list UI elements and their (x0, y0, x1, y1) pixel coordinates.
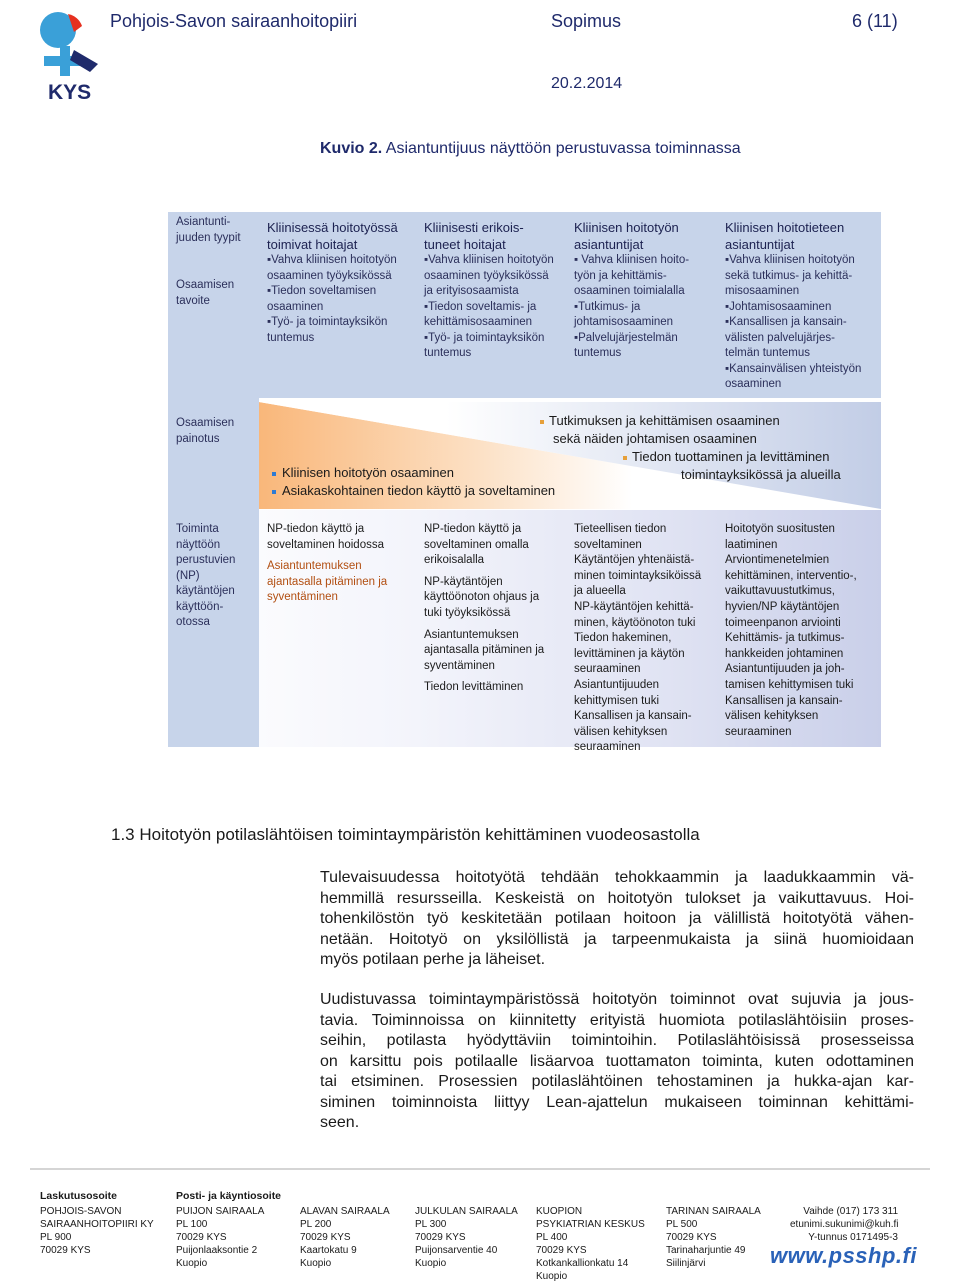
action-col-1 (267, 522, 419, 612)
footer-line: PL 100 (176, 1219, 208, 1230)
footer-tarina (666, 1190, 761, 1270)
document-type: Sopimus (551, 11, 622, 31)
footer-line: Vaihde (017) 173 311 (803, 1206, 898, 1217)
footer-puijo (176, 1190, 281, 1270)
paragraph-line: on karsittu pois potilaalle lisäarvoa tuottamaton toiminta, kuten odottaminen (320, 1052, 914, 1070)
column-line: osaaminen (267, 300, 324, 313)
action-line: Arviontimenetelmien (725, 554, 830, 567)
action-block (424, 522, 574, 569)
action-line: vaikuttavuustutkimus, (725, 585, 835, 598)
footer-line: Kuopio (536, 1271, 568, 1282)
label-line: juuden tyypit (176, 231, 241, 244)
action-line: välisen kehityksen (725, 710, 819, 723)
label-line: näyttöön (176, 538, 221, 551)
label-evidence-based-practice (176, 522, 260, 631)
column-line: osaaminen työyksikössä (267, 269, 392, 282)
footer-line: Kuopio (300, 1258, 332, 1269)
action-line: laatiminen (725, 538, 778, 551)
label-line: Asiantunti- (176, 216, 231, 228)
footer-line: etunimi.sukunimi@kuh.fi (790, 1219, 899, 1230)
action-block (424, 575, 574, 622)
action-line: hyvien/NP käytäntöjen (725, 600, 840, 613)
page-number: 6 (11) (852, 11, 898, 31)
expertise-col-3 (574, 219, 724, 362)
column-line: kehittämisosaaminen (424, 316, 533, 328)
action-col-2 (424, 522, 574, 702)
column-line: osaaminen (725, 378, 782, 390)
action-line: toimeenpanon arviointi (725, 616, 841, 629)
footer-psychiatry (536, 1190, 645, 1283)
action-block (574, 522, 724, 756)
footer-line: KUOPION (536, 1206, 583, 1217)
paragraph-line: tavia. Toiminnoissa on kiinnitetty erityistä huomiota potilaslähtöisiin proses- (320, 1011, 914, 1029)
action-line: erikoisalalla (424, 554, 485, 567)
column-line: tuntemus (424, 347, 472, 359)
footer-line: PSYKIATRIAN KESKUS (536, 1219, 645, 1230)
emphasis-clinical (272, 464, 454, 482)
label-line: Osaamisen (176, 417, 235, 429)
action-line: ajantasalla pitäminen ja (267, 575, 388, 588)
action-line: ajantasalla pitäminen ja (424, 644, 545, 657)
column-heading: asiantuntijat (574, 237, 644, 252)
footer-line: ALAVAN SAIRAALA (300, 1206, 390, 1217)
action-line: soveltaminen omalla (424, 538, 529, 551)
action-line: Asiantuntijuuden ja joh- (725, 663, 845, 676)
kys-logo (38, 6, 108, 102)
action-line: syventäminen (267, 591, 338, 604)
footer-line: Tarinaharjuntie 49 (666, 1245, 746, 1256)
action-block (725, 522, 877, 740)
action-line: ja alueella (574, 585, 626, 598)
footer-line: Kotkankallionkatu 14 (536, 1258, 629, 1269)
column-line: ▪Johtamisosaaminen (725, 300, 832, 313)
footer-line: JULKULAN SAIRAALA (415, 1206, 518, 1217)
column-line: ▪Vahva kliinisen hoitotyön (267, 254, 397, 266)
action-line: Käytäntöjen yhtenäistä- (574, 554, 695, 567)
footer-billing (40, 1190, 154, 1257)
column-heading: Kliinisessä hoitotyössä (267, 220, 398, 235)
action-line: NP-tiedon käyttö ja (267, 523, 365, 535)
footer-alava (300, 1190, 390, 1270)
paragraph-line: tai etsiminen. Prosessien potilaslähtöinen tehostaminen ja hukka-ajan kar- (320, 1073, 914, 1090)
footer-line: PL 200 (300, 1219, 332, 1230)
action-line: Tiedon levittäminen (424, 681, 524, 694)
footer-contact (790, 1190, 898, 1244)
paragraph-line: myös potilaan perhe ja läheiset. (320, 951, 546, 968)
footer-heading: Laskutusosoite (40, 1190, 118, 1202)
footer-line: SAIRAANHOITOPIIRI KY (40, 1219, 154, 1230)
figure-number: Kuvio 2. (320, 140, 383, 157)
column-line: ▪Vahva kliinisen hoitotyön (725, 254, 855, 266)
action-line: välisen kehityksen (574, 725, 668, 738)
action-line: käyttöönoton ohjaus ja (424, 591, 540, 604)
bullet-icon (623, 456, 627, 460)
action-line: syventäminen (424, 659, 495, 672)
column-heading: Kliinisesti erikois- (424, 220, 524, 235)
action-line: Asiantuntijuuden (574, 678, 660, 691)
action-line: Tieteellisen tiedon (574, 523, 667, 535)
column-line: telmän tuntemus (725, 347, 811, 359)
action-line: seuraaminen (574, 741, 641, 754)
emphasis-spread-line2: toimintayksikössä ja alueilla (681, 467, 841, 482)
footer-line: PUIJON SAIRAALA (176, 1206, 265, 1217)
action-block (267, 522, 419, 553)
footer-line: TARINAN SAIRAALA (666, 1206, 761, 1217)
footer-line: Kaartokatu 9 (300, 1245, 357, 1256)
footer-heading: Posti- ja käyntiosoite (176, 1190, 282, 1202)
footer-divider (30, 1168, 930, 1170)
footer-line: 70029 KYS (415, 1232, 466, 1243)
column-heading: tuneet hoitajat (424, 237, 506, 252)
action-line: tuki työyksikössä (424, 606, 511, 619)
action-line: soveltaminen (574, 538, 642, 551)
section-heading: 1.3 Hoitotyön potilaslähtöisen toimintaympäristön kehittäminen vuodeosastolla (111, 825, 700, 844)
action-col-3 (574, 522, 724, 762)
action-line: kehittymisen tuki (574, 694, 660, 707)
action-block (267, 559, 419, 606)
column-heading: Kliinisen hoitotyön (574, 220, 679, 235)
emphasis-spread-line1: Tiedon tuottaminen ja levittäminen (632, 449, 830, 464)
action-line: Tiedon hakeminen, (574, 632, 672, 645)
footer-line: Puijonlaaksontie 2 (176, 1245, 258, 1256)
footer-line: Y-tunnus 0171495-3 (808, 1232, 898, 1243)
emphasis-client-text: Asiakaskohtainen tiedon käyttö ja soveltaminen (282, 483, 556, 498)
column-line: misosaaminen (725, 285, 800, 297)
footer-line: PL 400 (536, 1232, 568, 1243)
emphasis-clinical-text: Kliinisen hoitotyön osaaminen (282, 465, 454, 480)
footer-julkula (415, 1190, 518, 1270)
paragraph-line: hemmillä resursseilla. Keskeistä on hoitotyön tulokset ja vaikuttavuus. Hoi- (320, 889, 914, 907)
label-competence-goal (176, 278, 260, 309)
column-line: ▪Työ- ja toimintayksikön (424, 331, 545, 344)
action-line: NP-käytäntöjen (424, 575, 503, 588)
column-heading: asiantuntijat (725, 237, 795, 252)
column-line: ▪ Vahva kliinisen hoito- (574, 254, 690, 266)
action-line: Asiantuntemuksen (267, 560, 362, 573)
action-line: seuraaminen (574, 663, 641, 676)
column-line: työn ja kehittämis- (574, 269, 667, 282)
label-competence-emphasis (176, 416, 260, 447)
paragraph-line: siminen toiminnoista liittyy Lean-ajattelun mukaiseen toiminnan kehittämi- (320, 1093, 914, 1111)
column-line: ja erityisosaamista (424, 285, 519, 297)
action-line: minen toimintayksiköissä (574, 569, 702, 582)
footer-line: Puijonsarventie 40 (415, 1245, 498, 1256)
label-line: (NP) (176, 569, 200, 582)
column-heading: Kliinisen hoitotieteen (725, 220, 845, 235)
column-line: osaaminen toimialalla (574, 285, 685, 297)
column-line: ▪Palvelujärjestelmän (574, 331, 678, 344)
footer-line: POHJOIS-SAVON (40, 1206, 122, 1217)
emphasis-research-line2: sekä näiden johtamisen osaaminen (553, 431, 757, 446)
footer-line: PL 900 (40, 1232, 72, 1243)
paragraph-line: tohenkilöstön työ keskitetään potilaan hoitoon ja välillistä hoitotyötä vähen- (320, 910, 914, 927)
label-line: painotus (176, 432, 220, 445)
action-line: seuraaminen (725, 725, 792, 738)
paragraph-line: Tulevaisuudessa hoitotyötä tehdään tehokkaammin ja laadukkaammin vä- (320, 869, 914, 886)
action-block (424, 628, 574, 675)
footer-line: 70029 KYS (40, 1245, 91, 1256)
emphasis-client (272, 482, 555, 500)
paragraph-1 (320, 868, 914, 971)
footer-line: 70029 KYS (300, 1232, 351, 1243)
action-line: tamisen kehittymisen tuki (725, 678, 854, 691)
column-line: tuntemus (267, 331, 315, 344)
logo-text: KYS (48, 81, 92, 102)
action-line: Hoitotyön suositusten (725, 523, 835, 535)
action-block (424, 680, 574, 696)
footer-line: PL 300 (415, 1219, 447, 1230)
action-line: NP-tiedon käyttö ja (424, 523, 522, 535)
action-line: Kansallisen ja kansain- (725, 694, 843, 707)
column-line: ▪Tutkimus- ja (574, 300, 641, 313)
website-link[interactable]: www.psshp.fi (770, 1243, 917, 1268)
action-line: hankkeiden johtaminen (725, 647, 844, 660)
label-expertise-types (176, 215, 260, 246)
label-line: Toiminta (176, 523, 219, 535)
action-line: Asiantuntemuksen (424, 628, 519, 641)
bullet-icon (272, 490, 276, 494)
emphasis-spread (623, 448, 830, 466)
column-line: ▪Kansainvälisen yhteistyön (725, 362, 862, 375)
action-line: soveltaminen hoidossa (267, 538, 384, 551)
column-heading: toimivat hoitajat (267, 237, 358, 252)
figure-caption: Asiantuntijuus näyttöön perustuvassa toiminnassa (382, 140, 741, 157)
footer-line: 70029 KYS (536, 1245, 587, 1256)
column-line: sekä tutkimus- ja kehittä- (725, 269, 853, 282)
column-line: ▪Vahva kliinisen hoitotyön (424, 254, 554, 266)
label-line: otossa (176, 616, 210, 628)
footer-line: Kuopio (176, 1258, 208, 1269)
column-line: ▪Tiedon soveltamis- ja (424, 300, 537, 313)
bullet-icon (272, 472, 276, 476)
bullet-icon (540, 420, 544, 424)
column-line: ▪Tiedon soveltamisen (267, 285, 377, 297)
document-date: 20.2.2014 (551, 75, 623, 92)
emphasis-research-line1: Tutkimuksen ja kehittämisen osaaminen (549, 413, 780, 428)
expertise-col-4 (725, 219, 875, 393)
paragraph-line: netään. Hoitotyö on yksilöllistä ja tarpeenmukaista ja siinä huomioidaan (320, 930, 914, 948)
footer-line: 70029 KYS (176, 1232, 227, 1243)
footer-line: PL 500 (666, 1219, 698, 1230)
footer-line: 70029 KYS (666, 1232, 717, 1243)
logo-swoosh (70, 50, 98, 72)
column-line: ▪Kansallisen ja kansain- (725, 316, 847, 328)
row2-label-bg (168, 398, 259, 510)
label-line: käyttöön- (176, 600, 224, 613)
paragraph-line: seihin, potilasta hyödyttäviin toimintoihin. Potilaslähtöisissä prosesseissa (320, 1032, 914, 1049)
column-line: tuntemus (574, 347, 622, 359)
action-line: Kehittämis- ja tutkimus- (725, 632, 845, 645)
label-line: perustuvien (176, 554, 236, 566)
label-line: tavoite (176, 294, 210, 307)
action-line: NP-käytäntöjen kehittä- (574, 600, 694, 613)
footer-line: Siilinjärvi (666, 1258, 706, 1269)
column-line: osaaminen työyksikössä (424, 269, 549, 282)
action-line: kehittäminen, interventio-, (725, 569, 857, 582)
organization-name: Pohjois-Savon sairaanhoitopiiri (110, 11, 358, 31)
expertise-col-2 (424, 219, 574, 362)
column-line: johtamisosaaminen (574, 316, 674, 328)
paragraph-2 (320, 990, 914, 1134)
emphasis-research (540, 412, 780, 430)
paragraph-line: Uudistuvassa toimintaympäristössä hoitotyön toiminnot ovat sujuvia ja jous- (320, 991, 914, 1008)
figure-title (320, 140, 741, 158)
column-line: ▪Työ- ja toimintayksikön (267, 316, 388, 328)
action-line: Kansallisen ja kansain- (574, 710, 692, 723)
action-line: minen, käytöönoton tuki (574, 616, 696, 629)
label-line: käytäntöjen (176, 585, 235, 597)
paragraph-line: seen. (320, 1114, 360, 1131)
action-col-4 (725, 522, 877, 746)
footer-line: Kuopio (415, 1258, 447, 1269)
action-line: levittäminen ja käytön (574, 647, 685, 660)
expertise-col-1 (267, 219, 417, 346)
column-line: välisten palvelujärjes- (725, 331, 835, 344)
label-line: Osaamisen (176, 279, 235, 291)
